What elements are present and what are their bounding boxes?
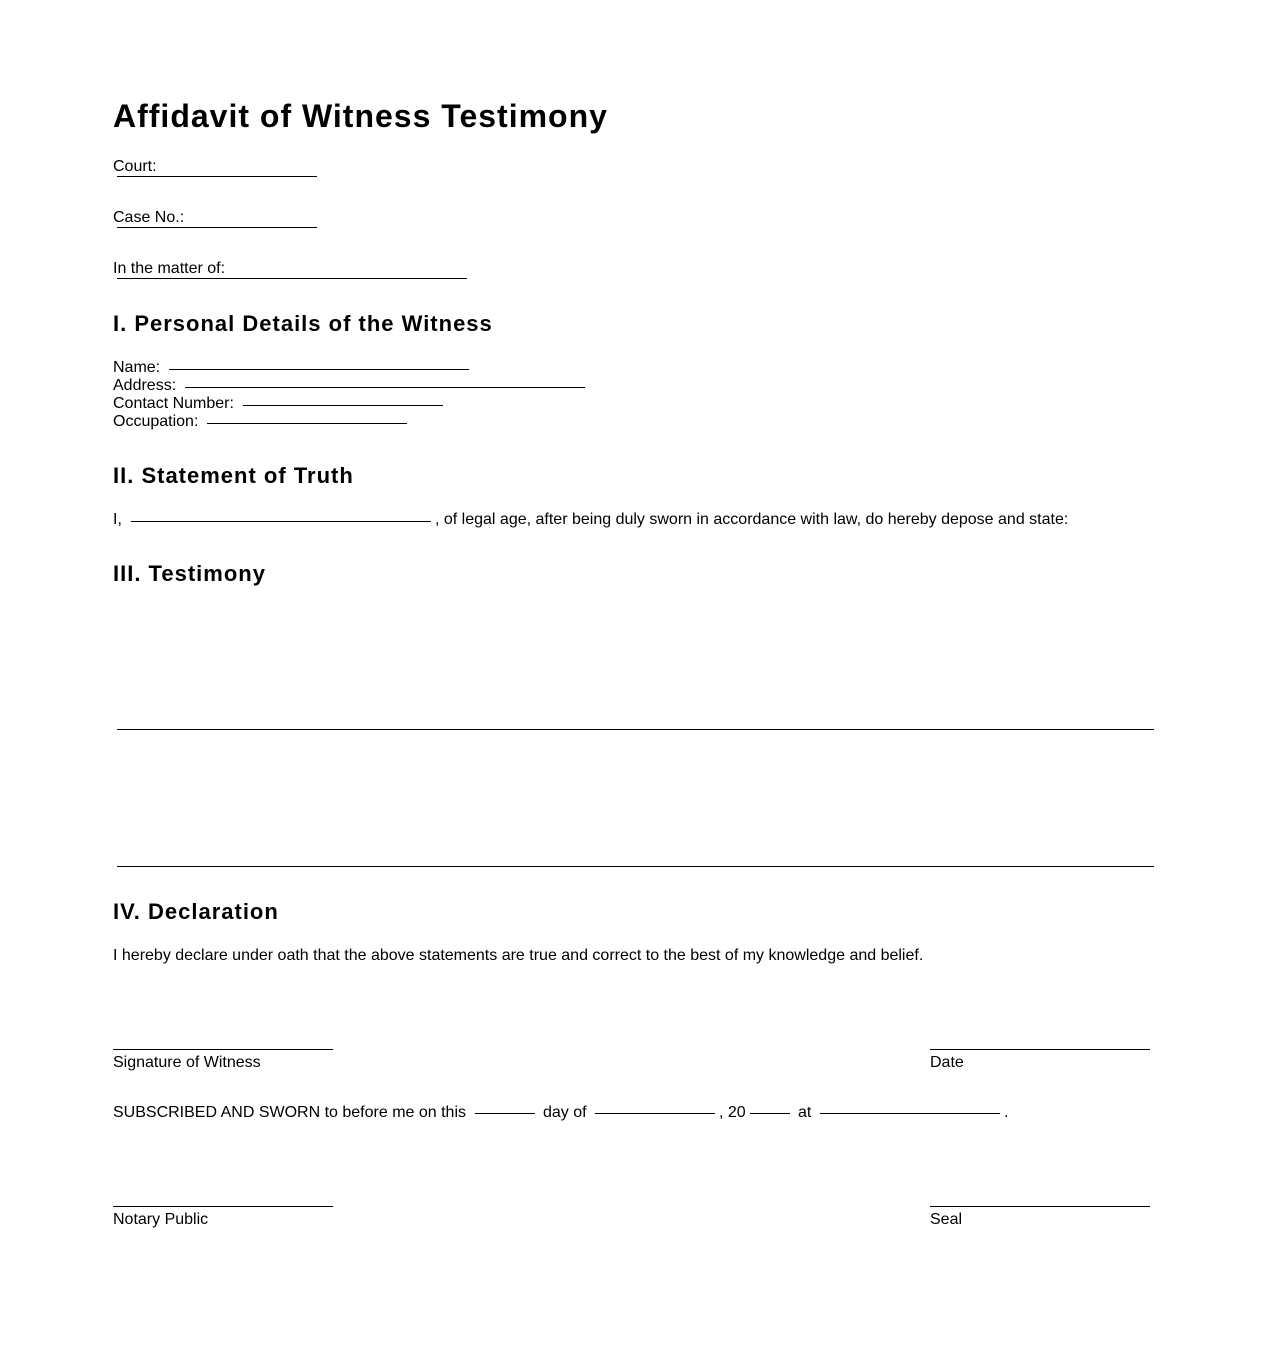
witness-name-field[interactable] (131, 521, 431, 522)
contact-number-label: Contact Number: (113, 395, 234, 412)
seal-label: Seal (930, 1211, 963, 1228)
address-label: Address: (113, 377, 177, 394)
court-field[interactable] (117, 176, 317, 177)
case-no-field[interactable] (117, 227, 317, 228)
address-field[interactable] (185, 387, 585, 388)
sworn-month-field[interactable] (595, 1113, 715, 1114)
court-label: Court: (113, 158, 157, 175)
sworn-text-4: at (798, 1104, 812, 1121)
occupation-label: Occupation: (113, 413, 199, 430)
section-heading-personal-details: I. Personal Details of the Witness (113, 311, 493, 336)
occupation-field[interactable] (207, 423, 407, 424)
matter-of-field[interactable] (117, 278, 467, 279)
date-label: Date (930, 1054, 964, 1071)
declaration-text: I hereby declare under oath that the above statements are true and correct to the best of my knowledge and belief. (113, 947, 924, 964)
sworn-place-field[interactable] (820, 1113, 1000, 1114)
sworn-day-field[interactable] (475, 1113, 535, 1114)
page-title: Affidavit of Witness Testimony (113, 98, 608, 134)
section-heading-statement-of-truth: II. Statement of Truth (113, 463, 354, 488)
contact-number-field[interactable] (243, 405, 443, 406)
sworn-text-5: . (1004, 1104, 1009, 1121)
signature-of-witness-label: Signature of Witness (113, 1054, 261, 1071)
section-heading-declaration: IV. Declaration (113, 899, 279, 924)
name-field[interactable] (169, 369, 469, 370)
statement-prefix: I, (113, 511, 122, 528)
sworn-text-1: SUBSCRIBED AND SWORN to before me on this (113, 1104, 466, 1121)
case-no-label: Case No.: (113, 209, 185, 226)
notary-public-field[interactable] (113, 1206, 333, 1207)
matter-of-label: In the matter of: (113, 260, 226, 277)
date-field[interactable] (930, 1049, 1150, 1050)
testimony-line-1 (117, 729, 1154, 730)
statement-suffix: , of legal age, after being duly sworn in accordance with law, do hereby depose and state: (435, 511, 1069, 528)
seal-field[interactable] (930, 1206, 1150, 1207)
testimony-line-2 (117, 866, 1154, 867)
notary-public-label: Notary Public (113, 1211, 209, 1228)
sworn-text-3: , 20 (719, 1104, 746, 1121)
testimony-field[interactable] (117, 600, 1154, 867)
sworn-text-2: day of (543, 1104, 587, 1121)
sworn-year-field[interactable] (750, 1113, 790, 1114)
name-label: Name: (113, 359, 161, 376)
section-heading-testimony: III. Testimony (113, 561, 266, 586)
signature-of-witness-field[interactable] (113, 1049, 333, 1050)
